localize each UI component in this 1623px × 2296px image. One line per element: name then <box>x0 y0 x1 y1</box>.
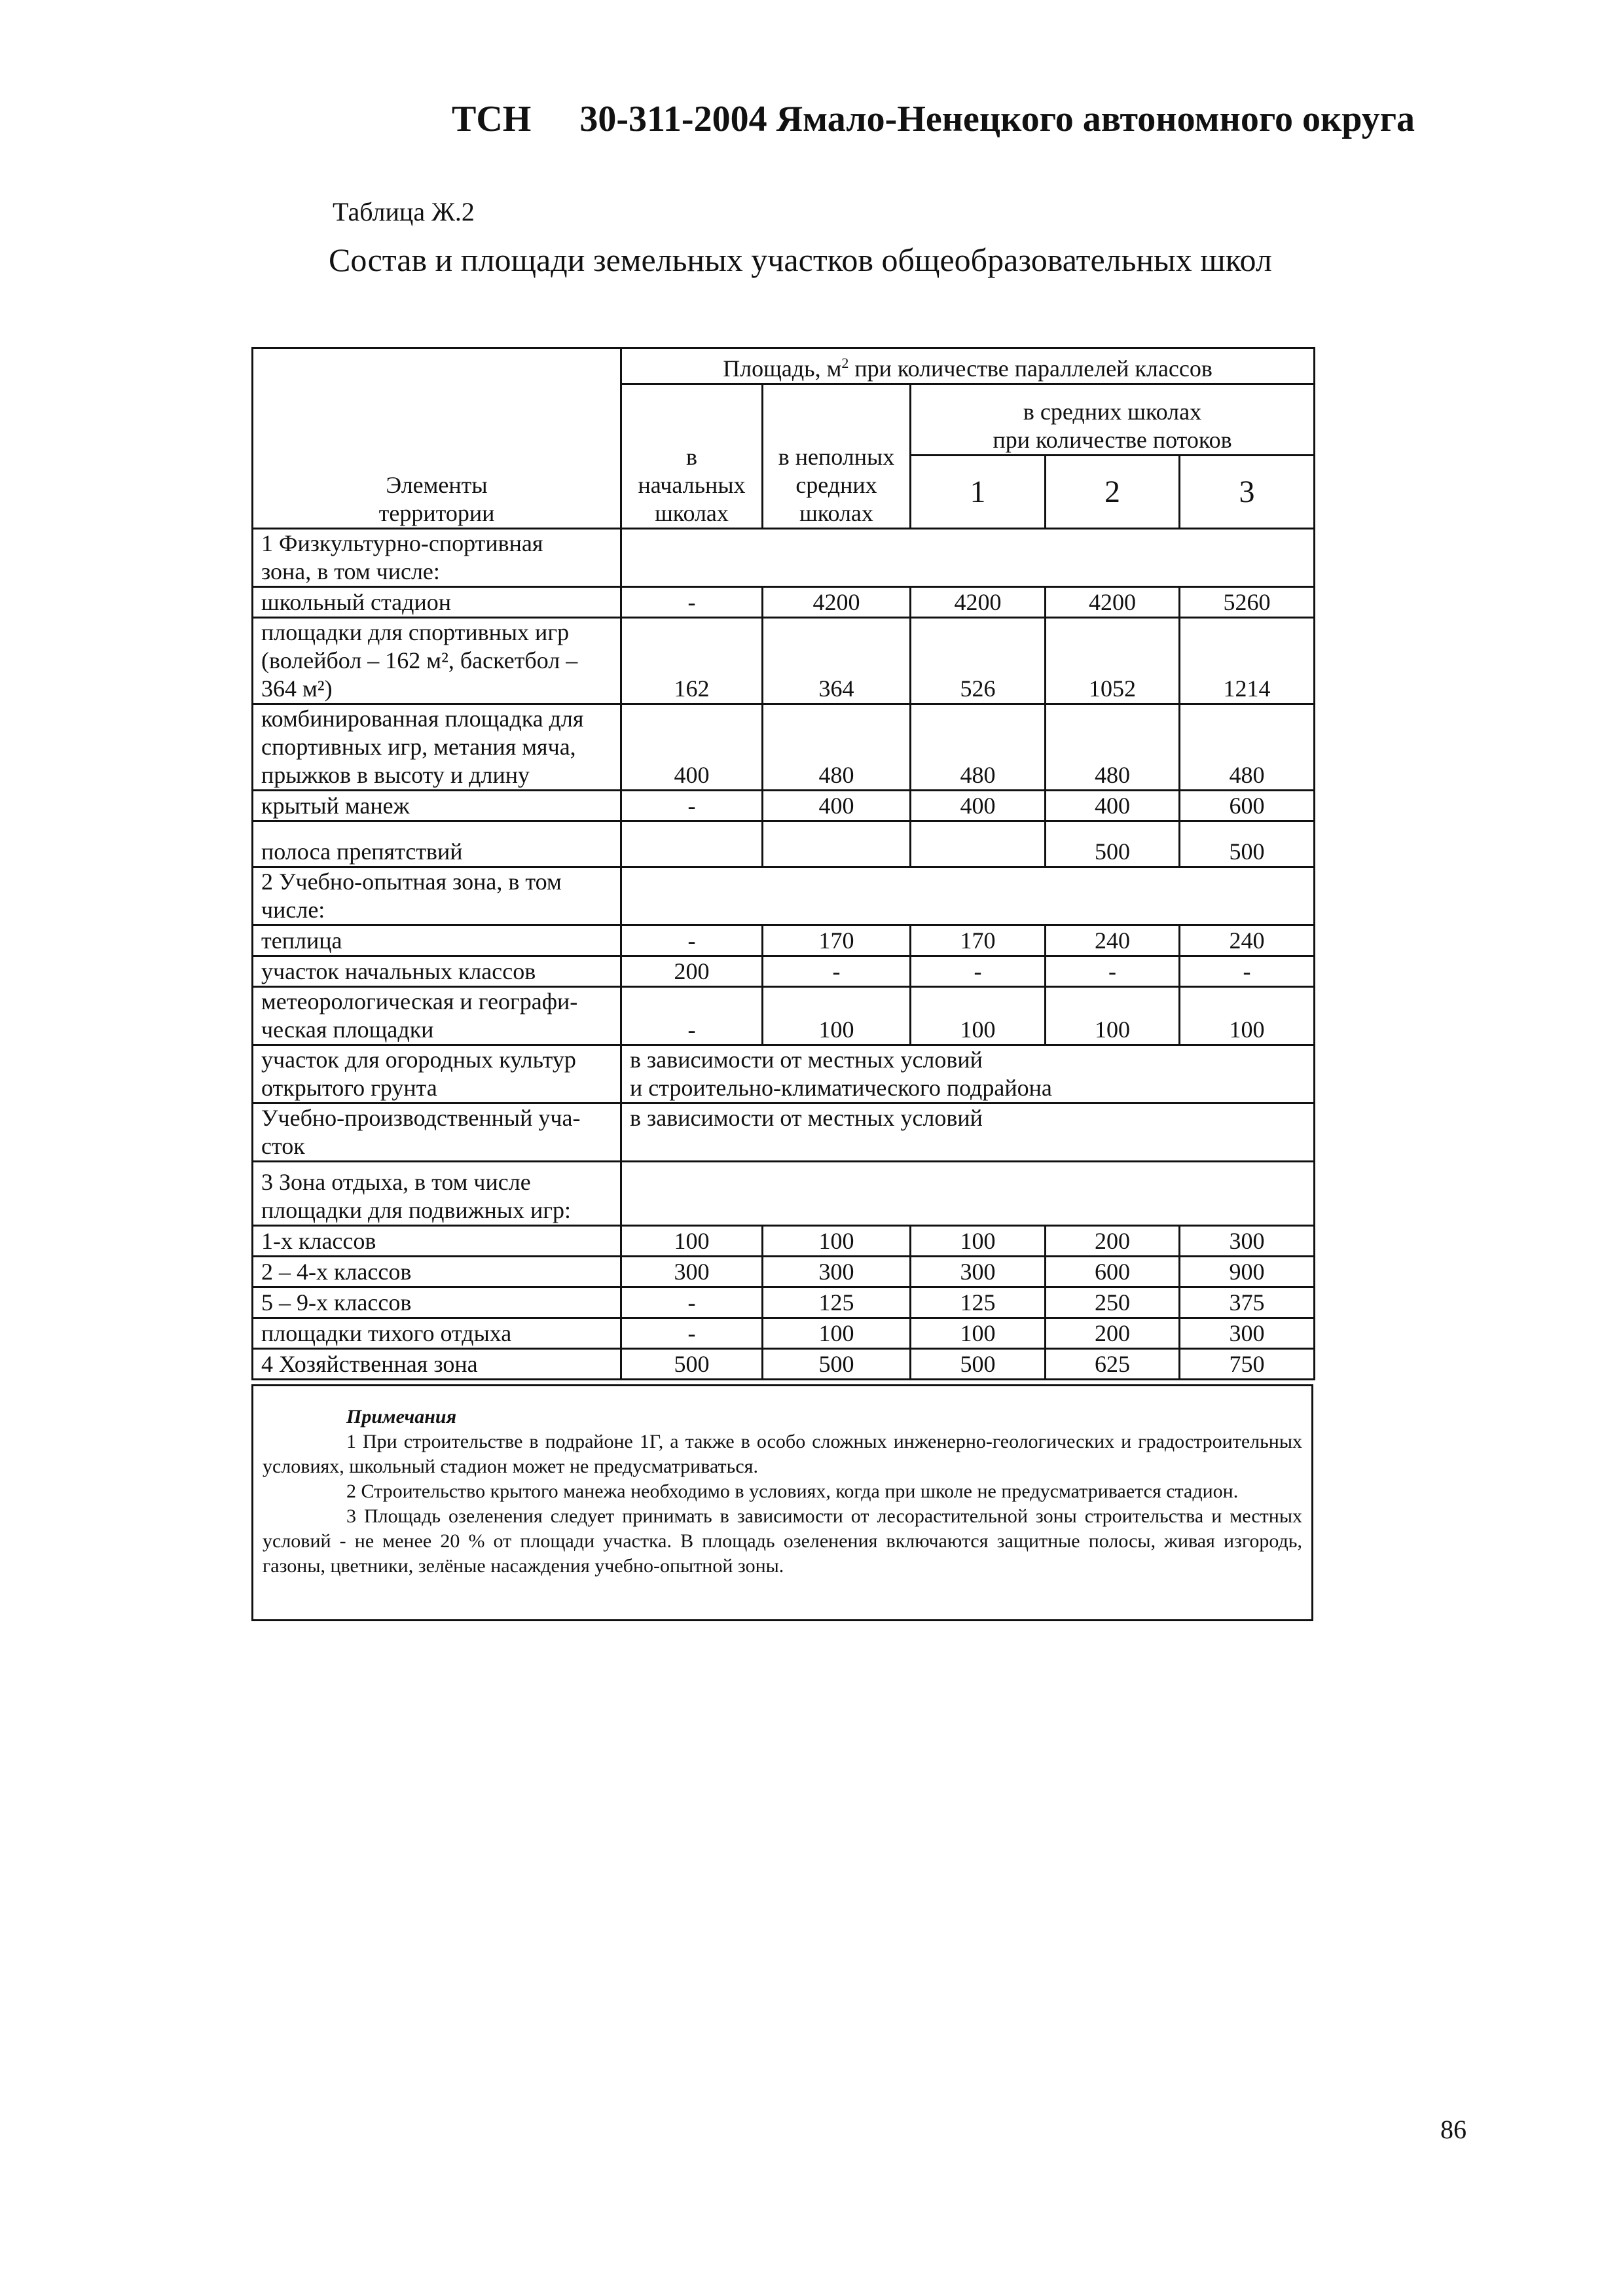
table-row <box>253 925 1315 956</box>
value-cell: - <box>621 1318 763 1349</box>
row-label-line: ческая площадки <box>261 1016 434 1043</box>
value-cell: 4200 <box>911 587 1046 618</box>
table-row <box>253 1045 1315 1103</box>
value-cell: 500 <box>911 1349 1046 1380</box>
section-empty-cell <box>621 867 1315 925</box>
value-cell: 500 <box>621 1349 763 1380</box>
table-row <box>253 1318 1315 1349</box>
row-label-line: полоса препятствий <box>261 838 463 865</box>
value-cell: 500 <box>1046 821 1180 867</box>
header-elements <box>253 348 621 529</box>
value-cell: - <box>621 987 763 1045</box>
row-label-line: сток <box>261 1133 305 1159</box>
value-cell: 526 <box>911 618 1046 704</box>
row-label <box>253 821 621 867</box>
table-row <box>253 987 1315 1045</box>
value-cell: - <box>621 1287 763 1318</box>
header-incomplete: в неполных средних школах <box>763 384 911 529</box>
value-cell <box>911 821 1046 867</box>
row-label <box>253 791 621 821</box>
row-label-line: участок для огородных культур <box>261 1047 576 1073</box>
document-header <box>452 98 1415 140</box>
value-cell: 100 <box>621 1226 763 1257</box>
header-secondary: в средних школах при количестве потоков <box>911 384 1315 456</box>
value-cell: 100 <box>763 987 911 1045</box>
notes-box <box>251 1384 1313 1621</box>
row-label-line: зона, в том числе: <box>261 558 440 584</box>
value-cell: 400 <box>911 791 1046 821</box>
header-code: 30-311-2004 Ямало-Ненецкого автономного округа <box>579 99 1415 139</box>
row-label-line: комбинированная площадка для <box>261 706 584 732</box>
value-cell: - <box>763 956 911 987</box>
row-label-line: (волейбол – 162 м², баскетбол – <box>261 647 578 673</box>
merged-note-cell <box>621 1103 1315 1162</box>
row-label <box>253 1103 621 1162</box>
value-cell: 600 <box>1046 1257 1180 1287</box>
value-cell: 364 <box>763 618 911 704</box>
row-label <box>253 529 621 587</box>
row-label-line: 364 м²) <box>261 675 333 702</box>
page-number: 86 <box>1440 2115 1467 2144</box>
row-label <box>253 1226 621 1257</box>
value-cell: - <box>621 791 763 821</box>
row-label-line: 2 – 4-х классов <box>261 1259 412 1285</box>
value-cell: - <box>911 956 1046 987</box>
value-cell: 400 <box>1046 791 1180 821</box>
table-row <box>253 956 1315 987</box>
row-label <box>253 1318 621 1349</box>
header-row-top <box>253 348 1315 384</box>
value-cell: 100 <box>763 1226 911 1257</box>
value-cell: 240 <box>1046 925 1180 956</box>
table-label: Таблица Ж.2 <box>333 197 475 226</box>
table-title: Состав и площади земельных участков общеобразовательных школ <box>329 242 1272 278</box>
value-cell <box>763 821 911 867</box>
value-cell: 300 <box>763 1257 911 1287</box>
header-elements-line: территории <box>378 500 495 526</box>
merged-note-cell <box>621 1045 1315 1103</box>
section-empty-cell <box>621 1162 1315 1226</box>
header-stream-2: 2 <box>1046 456 1180 529</box>
value-cell: - <box>1180 956 1315 987</box>
merged-note-line: в зависимости от местных условий <box>630 1047 983 1073</box>
table-row <box>253 704 1315 791</box>
table-row <box>253 1287 1315 1318</box>
value-cell: 480 <box>763 704 911 791</box>
row-label-line: 5 – 9-х классов <box>261 1289 412 1316</box>
value-cell: 1214 <box>1180 618 1315 704</box>
row-label-line: прыжков в высоту и длину <box>261 762 530 788</box>
section-row <box>253 1162 1315 1226</box>
table-row <box>253 1257 1315 1287</box>
merged-note-line: и строительно-климатического подрайона <box>630 1075 1052 1101</box>
value-cell: 240 <box>1180 925 1315 956</box>
header-primary: в начальных школах <box>621 384 763 529</box>
value-cell: 200 <box>621 956 763 987</box>
value-cell: 480 <box>911 704 1046 791</box>
value-cell: - <box>1046 956 1180 987</box>
row-label-line: 2 Учебно-опытная зона, в том <box>261 869 562 895</box>
value-cell: 750 <box>1180 1349 1315 1380</box>
merged-note-line: в зависимости от местных условий <box>630 1105 983 1131</box>
note-item: 2 Строительство крытого манежа необходимо в условиях, когда при школе не предусматривается стадион. <box>346 1480 1239 1502</box>
value-cell: 125 <box>911 1287 1046 1318</box>
row-label-line: 4 Хозяйственная зона <box>261 1351 478 1377</box>
row-label <box>253 1257 621 1287</box>
value-cell: 300 <box>911 1257 1046 1287</box>
value-cell: 480 <box>1180 704 1315 791</box>
value-cell: 100 <box>911 987 1046 1045</box>
header-prefix: ТСН <box>452 99 532 139</box>
row-label-line: 1-х классов <box>261 1228 376 1254</box>
table-row <box>253 1349 1315 1380</box>
value-cell: 300 <box>1180 1318 1315 1349</box>
value-cell: 625 <box>1046 1349 1180 1380</box>
value-cell: 100 <box>1046 987 1180 1045</box>
row-label-line: метеорологическая и географи- <box>261 988 578 1014</box>
section-empty-cell <box>621 529 1315 587</box>
value-cell: 250 <box>1046 1287 1180 1318</box>
row-label-line: площадки для подвижных игр: <box>261 1197 572 1223</box>
value-cell: 400 <box>763 791 911 821</box>
table-row <box>253 1103 1315 1162</box>
section-row <box>253 529 1315 587</box>
value-cell: 4200 <box>763 587 911 618</box>
row-label-line: числе: <box>261 897 325 923</box>
value-cell: 4200 <box>1046 587 1180 618</box>
header-elements-line: Элементы <box>386 472 488 498</box>
note-item: 3 Площадь озеленения следует принимать в зависимости от лесорастительной зоны строительства и местных условий - не менее 20 % от площади участка. В площадь озеленения включаются защитные полосы, живая изгородь, газоны, цветники, зелёные насаждения учебно-опытной зоны. <box>263 1505 1302 1577</box>
table-row <box>253 1226 1315 1257</box>
value-cell: - <box>621 587 763 618</box>
row-label <box>253 704 621 791</box>
value-cell: 100 <box>1180 987 1315 1045</box>
value-cell: 100 <box>763 1318 911 1349</box>
header-stream-3: 3 <box>1180 456 1315 529</box>
value-cell: 5260 <box>1180 587 1315 618</box>
row-label <box>253 1287 621 1318</box>
row-label <box>253 867 621 925</box>
note-item: 1 При строительстве в подрайоне 1Г, а также в особо сложных инженерно-геологических и градостроительных условиях, школьный стадион может не предусматриваться. <box>263 1431 1302 1477</box>
row-label <box>253 925 621 956</box>
row-label <box>253 618 621 704</box>
row-label-line: теплица <box>261 927 342 954</box>
table-row <box>253 791 1315 821</box>
value-cell: 1052 <box>1046 618 1180 704</box>
table-row <box>253 821 1315 867</box>
land-plot-table <box>251 347 1315 1380</box>
notes-title: Примечания <box>346 1406 457 1427</box>
value-cell: - <box>621 925 763 956</box>
row-label-line: площадки тихого отдыха <box>261 1320 512 1346</box>
row-label-line: площадки для спортивных игр <box>261 619 570 645</box>
row-label <box>253 1162 621 1226</box>
row-label-line: Учебно-производственный уча- <box>261 1105 581 1131</box>
value-cell: 100 <box>911 1226 1046 1257</box>
row-label <box>253 1045 621 1103</box>
header-stream-1: 1 <box>911 456 1046 529</box>
row-label-line: 1 Физкультурно-спортивная <box>261 530 543 556</box>
row-label-line: 3 Зона отдыха, в том числе <box>261 1169 531 1195</box>
value-cell: 375 <box>1180 1287 1315 1318</box>
value-cell: 170 <box>763 925 911 956</box>
value-cell: 125 <box>763 1287 911 1318</box>
value-cell: 480 <box>1046 704 1180 791</box>
row-label-line: участок начальных классов <box>261 958 536 984</box>
value-cell: 300 <box>1180 1226 1315 1257</box>
row-label-line: крытый манеж <box>261 793 410 819</box>
value-cell: 100 <box>911 1318 1046 1349</box>
table-row <box>253 618 1315 704</box>
value-cell: 200 <box>1046 1226 1180 1257</box>
value-cell <box>621 821 763 867</box>
row-label-line: спортивных игр, метания мяча, <box>261 734 576 760</box>
value-cell: 300 <box>621 1257 763 1287</box>
value-cell: 200 <box>1046 1318 1180 1349</box>
row-label <box>253 1349 621 1380</box>
value-cell: 500 <box>763 1349 911 1380</box>
row-label <box>253 956 621 987</box>
value-cell: 600 <box>1180 791 1315 821</box>
header-area-group: Площадь, $м^2$ при количестве параллелей классов <box>621 348 1315 384</box>
value-cell: 170 <box>911 925 1046 956</box>
row-label-line: школьный стадион <box>261 589 451 615</box>
table-row <box>253 587 1315 618</box>
value-cell: 162 <box>621 618 763 704</box>
row-label <box>253 987 621 1045</box>
section-row <box>253 867 1315 925</box>
row-label <box>253 587 621 618</box>
row-label-line: открытого грунта <box>261 1075 437 1101</box>
value-cell: 900 <box>1180 1257 1315 1287</box>
value-cell: 400 <box>621 704 763 791</box>
value-cell: 500 <box>1180 821 1315 867</box>
